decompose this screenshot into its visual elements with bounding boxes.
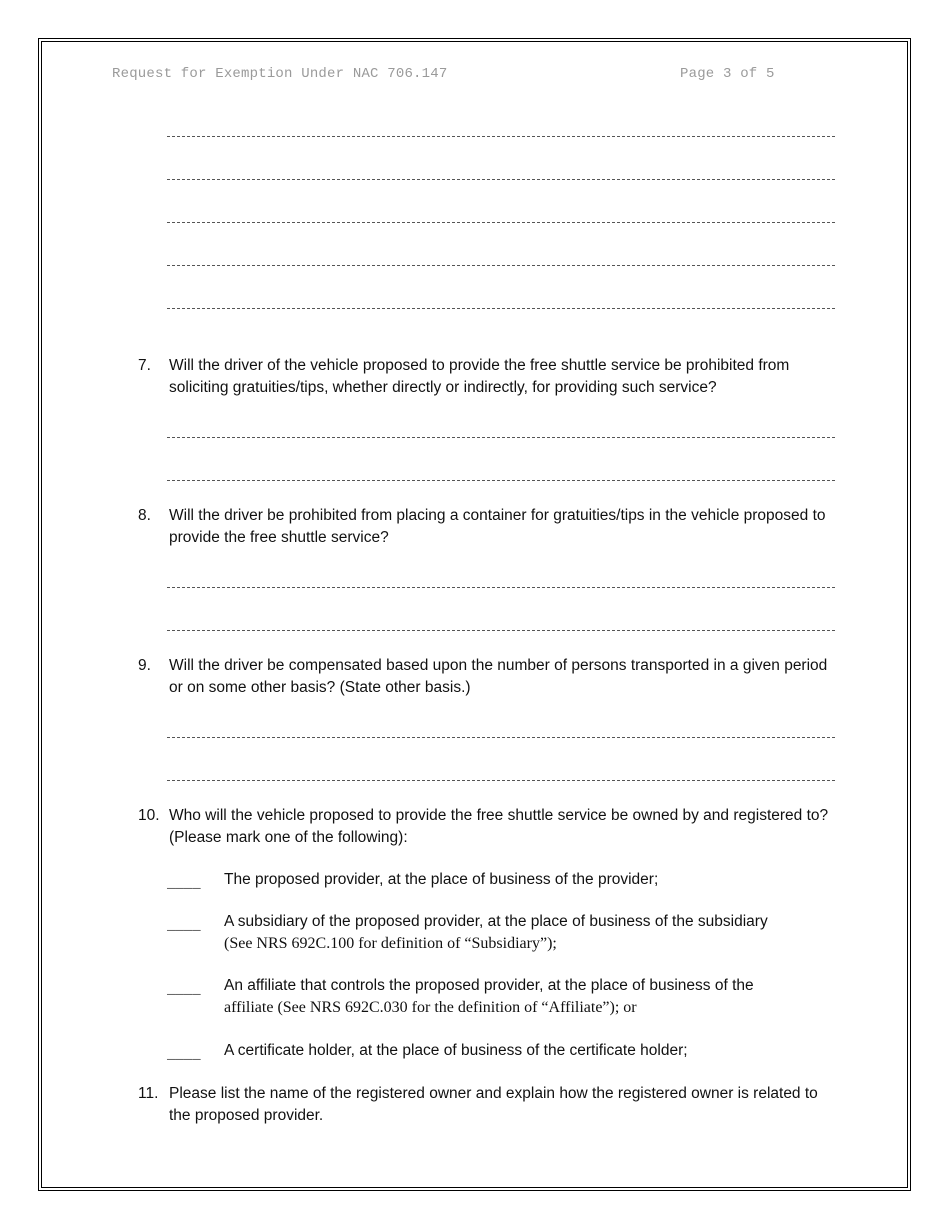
answer-line[interactable] bbox=[167, 265, 835, 266]
question-text: Who will the vehicle proposed to provide the free shuttle service be owned by and registered to? (Please mark one of the following): bbox=[169, 807, 829, 846]
option-text: The proposed provider, at the place of business of the provider; bbox=[224, 871, 659, 888]
page-number: Page 3 of 5 bbox=[680, 66, 775, 82]
option-text: An affiliate that controls the proposed provider, at the place of business of the bbox=[224, 977, 754, 994]
question-7 bbox=[138, 355, 838, 399]
checkbox-blank[interactable]: ____ bbox=[167, 982, 201, 998]
answer-line[interactable] bbox=[167, 222, 835, 223]
checkbox-blank[interactable]: ____ bbox=[167, 918, 201, 934]
answer-line[interactable] bbox=[167, 587, 835, 588]
option-text-note: (See NRS 692C.100 for definition of “Subsidiary”); bbox=[224, 935, 557, 952]
question-number: 9. bbox=[138, 657, 151, 674]
answer-line[interactable] bbox=[167, 737, 835, 738]
question-9 bbox=[138, 655, 838, 699]
question-8 bbox=[138, 505, 838, 549]
option-certificate-holder bbox=[167, 1040, 835, 1062]
checkbox-blank[interactable]: ____ bbox=[167, 876, 201, 892]
question-number: 8. bbox=[138, 507, 151, 524]
option-subsidiary bbox=[167, 911, 835, 955]
question-text: Will the driver be prohibited from placing a container for gratuities/tips in the vehicle proposed to provide the free shuttle service? bbox=[169, 507, 826, 546]
answer-line[interactable] bbox=[167, 630, 835, 631]
option-text: A subsidiary of the proposed provider, at the place of business of the subsidiary bbox=[224, 913, 768, 930]
answer-line[interactable] bbox=[167, 136, 835, 137]
question-number: 7. bbox=[138, 357, 151, 374]
answer-line[interactable] bbox=[167, 480, 835, 481]
question-text: Will the driver of the vehicle proposed to provide the free shuttle service be prohibited from soliciting gratuities/tips, whether directly or indirectly, for providing such service? bbox=[169, 357, 790, 396]
checkbox-blank[interactable]: ____ bbox=[167, 1047, 201, 1063]
question-number: 11. bbox=[138, 1085, 159, 1102]
question-number: 10. bbox=[138, 807, 160, 824]
question-10 bbox=[138, 805, 838, 849]
option-affiliate bbox=[167, 975, 835, 1019]
question-text: Will the driver be compensated based upon the number of persons transported in a given period or on some other basis? (State other basis.) bbox=[169, 657, 828, 696]
answer-line[interactable] bbox=[167, 437, 835, 438]
option-text: A certificate holder, at the place of business of the certificate holder; bbox=[224, 1042, 688, 1059]
answer-line[interactable] bbox=[167, 780, 835, 781]
question-11 bbox=[138, 1083, 838, 1127]
option-text-note: affiliate (See NRS 692C.030 for the definition of “Affiliate”); or bbox=[224, 999, 637, 1016]
answer-line[interactable] bbox=[167, 179, 835, 180]
option-proposed-provider bbox=[167, 869, 835, 891]
question-text: Please list the name of the registered owner and explain how the registered owner is related to the proposed provider. bbox=[169, 1085, 818, 1124]
document-title: Request for Exemption Under NAC 706.147 bbox=[112, 66, 448, 82]
answer-line[interactable] bbox=[167, 308, 835, 309]
